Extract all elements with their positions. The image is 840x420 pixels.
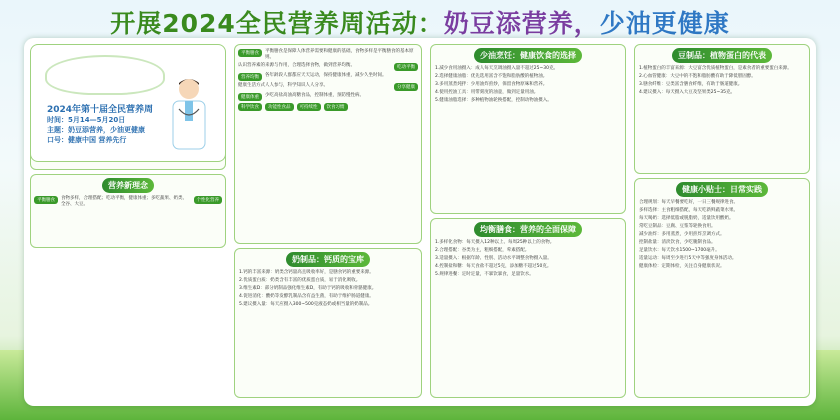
intro-line-4: 口号：健康中国 营养先行: [47, 136, 127, 144]
tag-1: 平衡膳食: [238, 49, 262, 57]
intro-line-2: 时间：5月14—5月20日: [47, 116, 126, 124]
tag-text-3: 各年龄段人群都应天天运动，保持健康体重，减少久坐时间。: [265, 73, 387, 78]
milk-item-2: 2.优质蛋白质：奶类含有丰富的优质蛋白质，易于消化吸收。: [239, 278, 361, 283]
tag-3: 营养均衡: [238, 73, 262, 81]
bean-item-3: 3.膳食纤维：豆类富含膳食纤维，有助于肠道健康。: [639, 82, 743, 87]
concept-body: 食物多样，合理搭配；吃动平衡，健康体重；多吃蔬果、奶类、全谷、大豆。: [61, 196, 187, 207]
tip-5: 减少油炸：多用蒸煮，少用煎炸烹调方式。: [639, 232, 725, 237]
concept-card: [30, 174, 226, 248]
title-part-2: 奶豆添营养，: [443, 9, 600, 38]
tag-8: 可持续性: [297, 103, 321, 111]
tip-6: 控制盐量：清淡饮食，少吃腌制食品。: [639, 240, 716, 245]
bean-item-1: 1.植物蛋白的丰富来源：大豆富含优质植物蛋白，是素食者的重要蛋白来源。: [639, 66, 792, 71]
intro-line-1: 2024年第十届全民营养周: [47, 105, 154, 115]
tips-card: [634, 178, 810, 398]
tag-5: 健康体重: [238, 93, 262, 101]
oil-item-1: 1.减少食用油摄入：成人每天烹调油摄入量不超过25~30克。: [435, 66, 559, 71]
doctor-illustration: [165, 75, 213, 153]
tag-4: 分享健康: [394, 83, 418, 91]
milk-card: [234, 248, 422, 398]
column-4: [634, 44, 810, 400]
tag-row-2: [238, 63, 418, 71]
page-title: [0, 4, 840, 40]
balance-item-1: 1.多样化食物：每天摄入12种以上、每周25种以上的食物。: [435, 240, 555, 245]
tip-9: 健康体检：定期体检，关注自身健康状况。: [639, 264, 725, 269]
balance-title: 均衡膳食：营养的全面保障: [474, 222, 582, 237]
bean-item-4: 4.建议摄入：每天摄入大豆及坚果类25~35克。: [639, 90, 736, 95]
column-3: [430, 44, 626, 400]
title-part-1: 开展2024全民营养周活动：: [110, 9, 444, 38]
oil-card: [430, 44, 626, 214]
bean-item-2: 2.心血管健康：大豆中的不饱和脂肪酸有助于降低胆固醇。: [639, 74, 756, 79]
tip-4: 常吃豆制品：豆腐、豆浆等轮换食用。: [639, 224, 716, 229]
milk-item-1: 1.钙的丰富来源：奶类含钙量高且吸收率好，是膳食钙的重要来源。: [239, 270, 374, 275]
tag-9: 饮食习惯: [324, 103, 348, 111]
column-2: [234, 44, 422, 400]
concept-row: [34, 196, 222, 208]
concept-tag-2: 个性化营养: [194, 196, 223, 204]
poster-board: [24, 38, 816, 406]
tag-row-5: [238, 93, 418, 101]
intro-line-3: 主题：奶豆添营养，少油更健康: [47, 126, 145, 134]
tag-text-5: 少吃高盐高油高糖食品，控制体重，预防慢性病。: [265, 93, 364, 98]
tag-7: 功能性食品: [265, 103, 294, 111]
balance-item-2: 2.合理搭配：谷类为主，粗细搭配，荤素搭配。: [435, 248, 530, 253]
tag-row-4: [238, 83, 418, 91]
milk-item-5: 5.建议摄入量：每天应摄入300~500克液态奶或相当量的奶制品。: [239, 302, 373, 307]
oil-item-4: 4.使用控油工具：用带刻度的油壶，做到定量用油。: [435, 90, 539, 95]
bean-title: 豆制品：植物蛋白的代表: [672, 48, 772, 63]
tag-6: 科学饮食: [238, 103, 262, 111]
balance-item-4: 4.控制盐和糖：每天食盐不超过5克，添加糖不超过50克。: [435, 264, 552, 269]
balance-item-3: 3.适量摄入：根据年龄、性别、活动水平调整食物摄入量。: [435, 256, 552, 261]
oil-item-3: 3.多用蒸煮炖拌：少用油炸煎炒，保留食物原味和营养。: [435, 82, 548, 87]
tag-2: 吃动平衡: [394, 63, 418, 71]
balance-item-5: 5.规律进餐：定时定量，不暴饮暴食，足量饮水。: [435, 272, 534, 277]
tips-title: 健康小贴士：日常实践: [676, 182, 768, 197]
tip-1: 合理规划：每天早餐要吃好，一日三餐规律进食。: [639, 200, 738, 205]
tag-text-4: 健康生活方式人人参与，科学知识人人分享。: [238, 83, 328, 88]
tip-2: 多样选择：主食粗细搭配，每天吃新鲜蔬菜水果。: [639, 208, 738, 213]
balance-card: [430, 218, 626, 398]
tag-text-2: 认识营养素的来源与作用，合理选择食物，做到营养均衡。: [238, 63, 355, 68]
tag-row-6: [238, 103, 418, 111]
milk-title: 奶制品：钙质的宝库: [286, 252, 370, 267]
intro-lines: [47, 105, 153, 145]
concept-title: 营养新理念: [102, 178, 154, 193]
concept-tag: 平衡膳食: [34, 196, 58, 204]
oil-title: 少油烹饪：健康饮食的选择: [474, 48, 582, 63]
oil-item-2: 2.选择健康油脂：优先选用富含不饱和脂肪酸的植物油。: [435, 74, 548, 79]
tip-3: 每天喝奶：选择低脂或脱脂奶，适量饮用酸奶。: [639, 216, 734, 221]
tag-row-3: [238, 73, 418, 81]
tip-8: 适量运动：每周至少进行5天中等强度身体活动。: [639, 256, 737, 261]
milk-item-4: 4.促进消化：酸奶等发酵乳制品含有益生菌，有助于维护肠道健康。: [239, 294, 374, 299]
intro-card: [30, 44, 226, 162]
title-part-3: 少油更健康: [599, 9, 730, 38]
tag-row-1: [238, 49, 418, 61]
decorative-arc: [45, 55, 165, 95]
tag-text-1: 平衡膳食是保障人体营养需要和健康的基础，食物多样是平衡膳食的基本原则。: [265, 49, 414, 60]
column-1: [30, 44, 226, 400]
oil-item-5: 5.健康油脂选择：多种植物油轮换搭配，控制动物油摄入。: [435, 98, 552, 103]
milk-item-3: 3.维生素D：部分奶制品强化维生素D，有助于钙的吸收和骨骼健康。: [239, 286, 377, 291]
tip-7: 足量饮水：每天饮水1500~1700毫升。: [639, 248, 720, 253]
tags-card: [234, 44, 422, 244]
bean-card: [634, 44, 810, 174]
